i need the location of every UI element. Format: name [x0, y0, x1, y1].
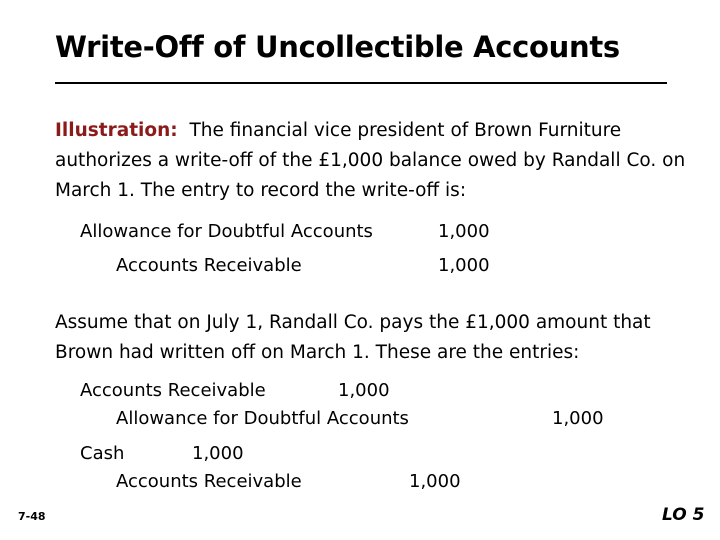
- entry1-debit-account: Allowance for Doubtful Accounts: [80, 221, 373, 242]
- entry3-debit-amount: 1,000: [192, 443, 244, 464]
- title-divider: [55, 82, 667, 84]
- entry3-credit-amount: 1,000: [409, 471, 461, 492]
- entry2-credit-account: Allowance for Doubtful Accounts: [116, 408, 409, 429]
- illustration-paragraph: [55, 116, 705, 206]
- slide-title: Write-Off of Uncollectible Accounts: [55, 30, 620, 64]
- entry2-credit-amount: 1,000: [552, 408, 604, 429]
- page-number: 7-48: [18, 510, 46, 523]
- entry1-credit-amount: 1,000: [438, 255, 490, 276]
- entry2-debit-account: Accounts Receivable: [80, 380, 266, 401]
- entry2-debit-amount: 1,000: [338, 380, 390, 401]
- entry1-debit-amount: 1,000: [438, 221, 490, 242]
- illustration-label: Illustration:: [55, 120, 178, 141]
- entry3-credit-account: Accounts Receivable: [116, 471, 302, 492]
- learning-objective: LO 5: [662, 505, 705, 525]
- assumption-paragraph: Assume that on July 1, Randall Co. pays the £1,000 amount that Brown had written off on March 1. These are the entries:: [55, 312, 651, 363]
- illustration-text: The financial vice president of Brown Furniture authorizes a write-off of the £1,000 balance owed by Randall Co. on March 1. The entry to record the write-off is:: [55, 120, 686, 201]
- entry1-credit-account: Accounts Receivable: [116, 255, 302, 276]
- entry3-debit-account: Cash: [80, 443, 125, 464]
